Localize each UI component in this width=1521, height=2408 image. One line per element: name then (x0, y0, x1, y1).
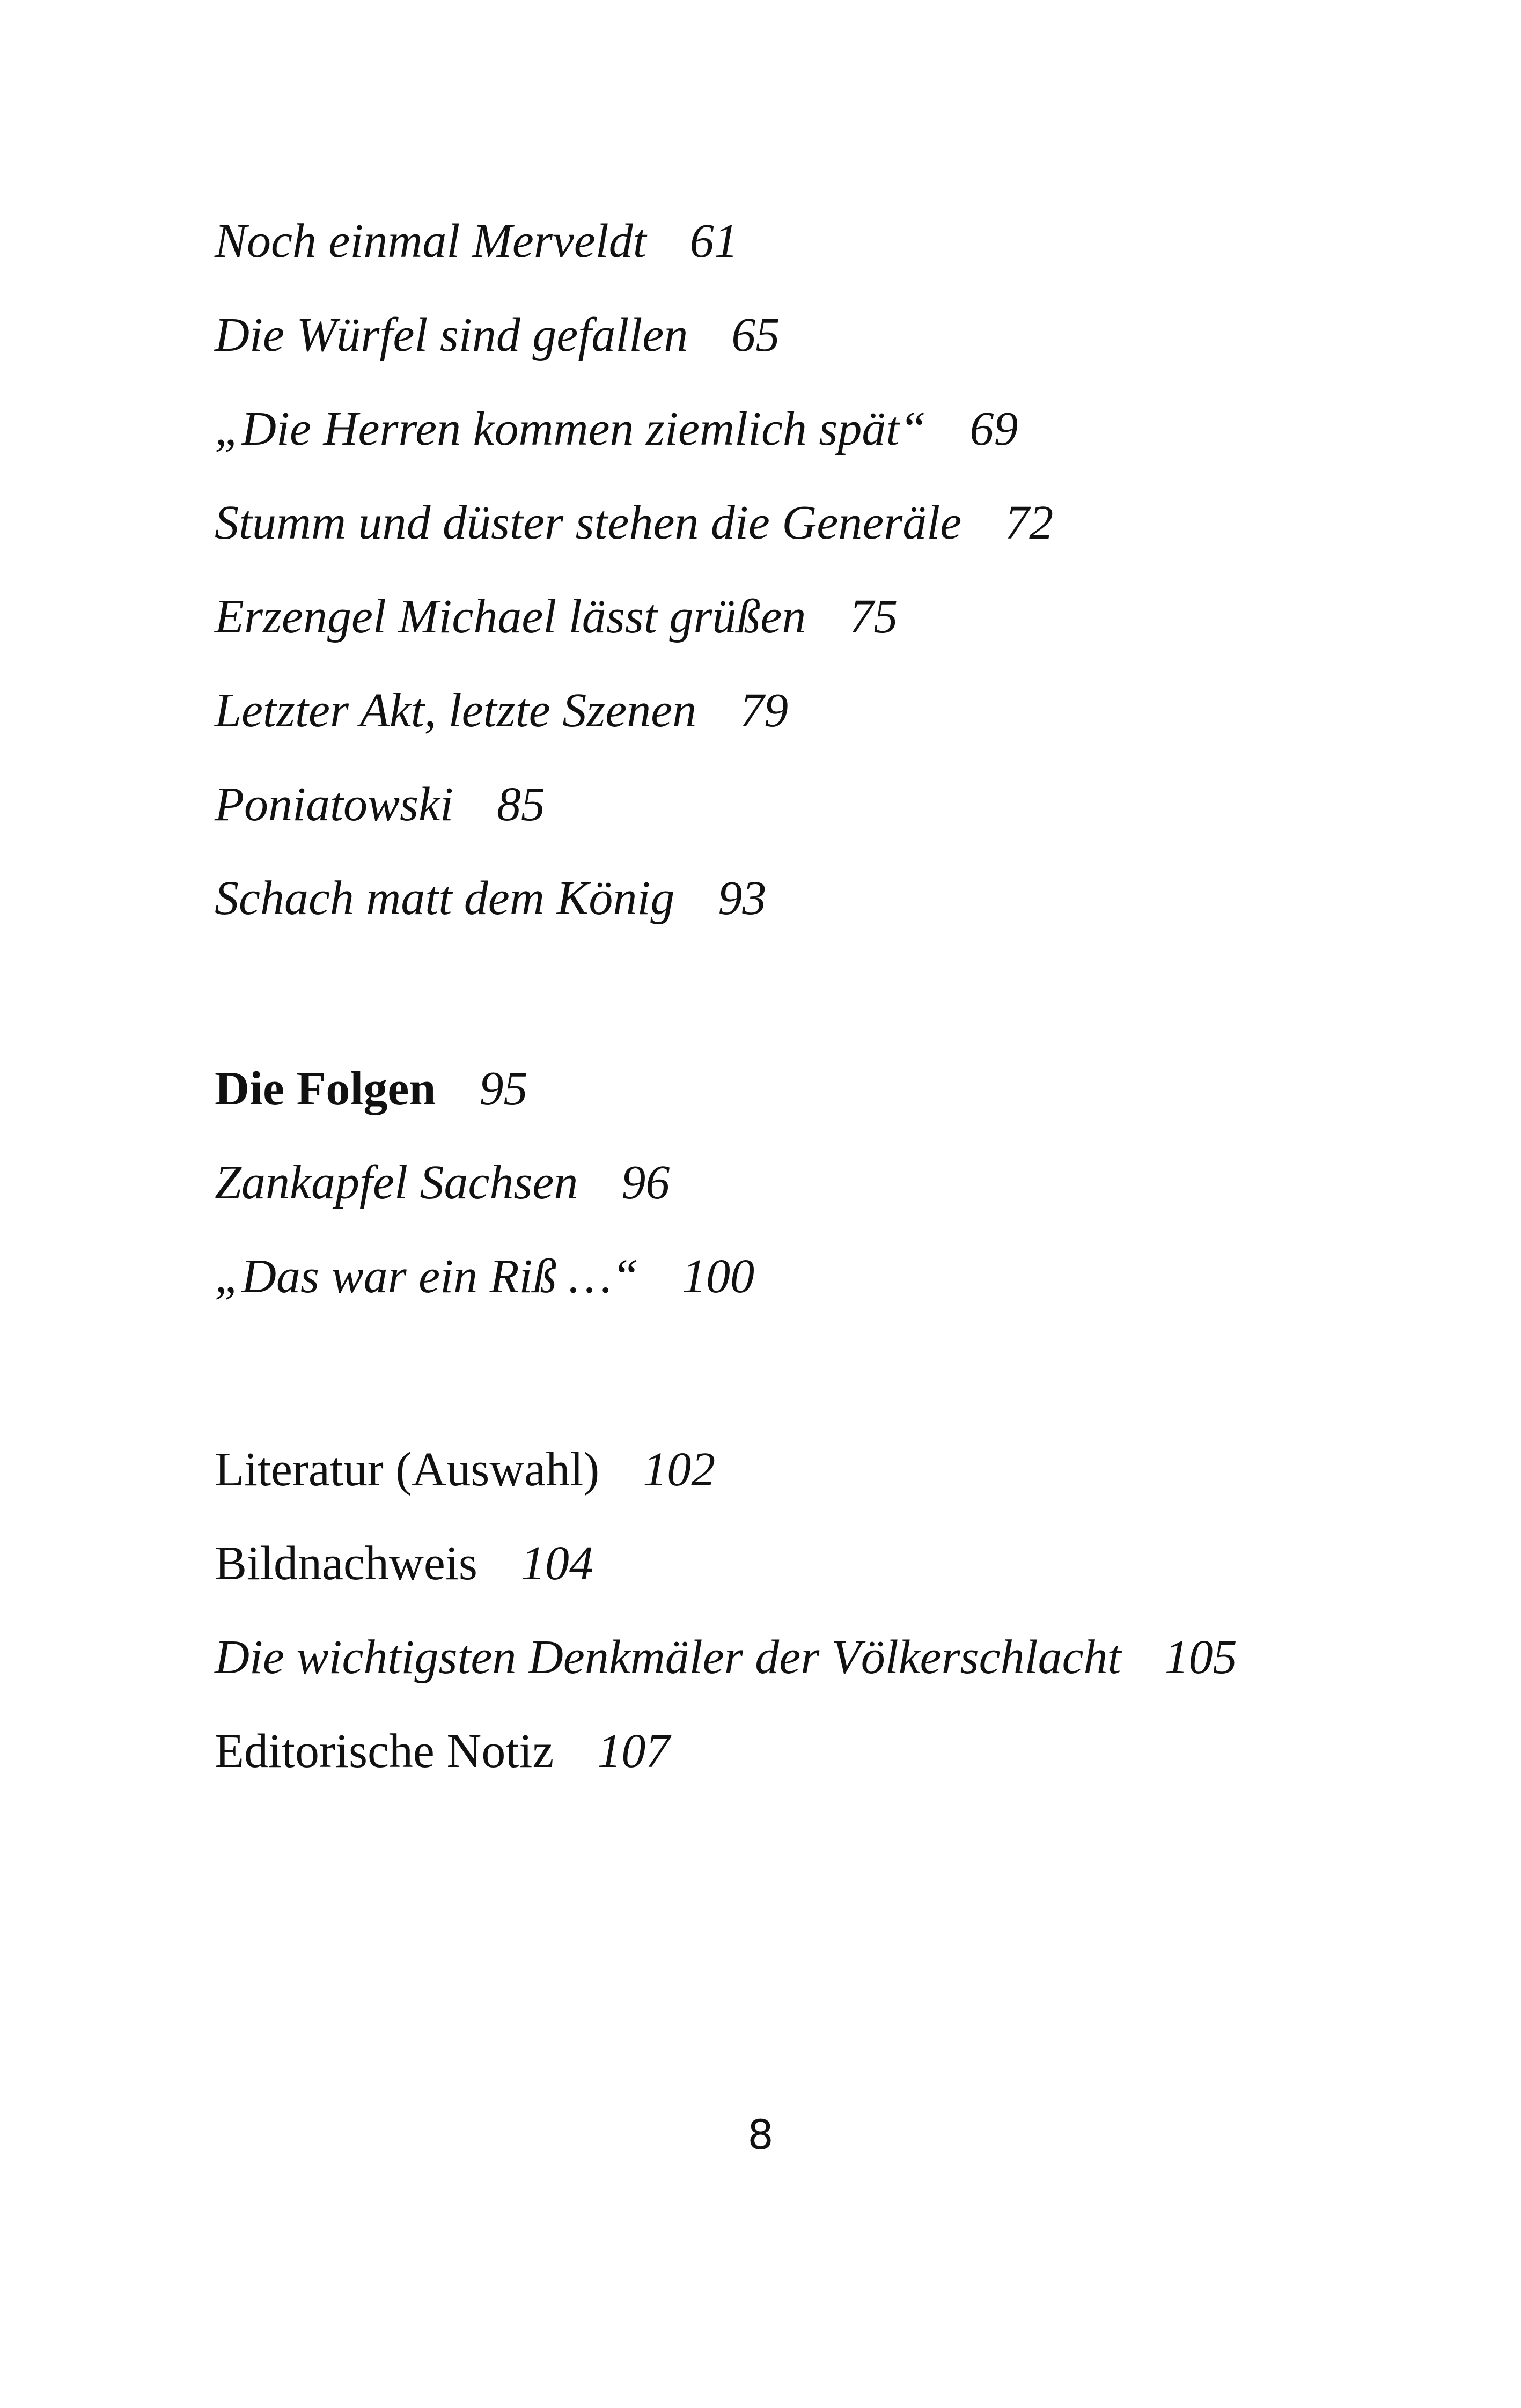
toc-entry (215, 587, 898, 646)
toc-entry-title: Editorische Notiz (215, 1725, 554, 1778)
toc-entry-title: „Die Herren kommen ziemlich spät“ (215, 402, 927, 455)
toc-entry-title: „Das war ein Riß …“ (215, 1250, 639, 1303)
toc-entry-page: 93 (718, 872, 767, 925)
table-of-contents (215, 0, 1341, 1824)
toc-entry (215, 1628, 1237, 1687)
toc-entry-page: 96 (621, 1156, 670, 1209)
toc-entry-title: Die Würfel sind gefallen (215, 308, 688, 362)
toc-entry (215, 681, 788, 740)
toc-entry-page: 65 (731, 308, 780, 362)
toc-entry-title: Letzter Akt, letzte Szenen (215, 684, 697, 737)
toc-entry (215, 869, 766, 928)
toc-entry-title: Stumm und düster stehen die Generäle (215, 496, 962, 549)
toc-section-heading (215, 1059, 527, 1118)
toc-entry (215, 1153, 670, 1212)
toc-entry-title: Noch einmal Merveldt (215, 215, 646, 268)
toc-entry-page: 102 (643, 1443, 716, 1496)
toc-entry (215, 775, 545, 834)
toc-entry-page: 75 (849, 590, 898, 643)
toc-entry-title: Erzengel Michael lässt grüßen (215, 590, 806, 643)
toc-entry-title: Zankapfel Sachsen (215, 1156, 578, 1209)
toc-entry (215, 212, 738, 271)
toc-entry (215, 1534, 593, 1593)
toc-entry (215, 400, 1018, 459)
toc-entry (215, 1440, 715, 1499)
toc-entry-page: 105 (1164, 1631, 1237, 1684)
toc-entry-page: 61 (689, 215, 738, 268)
toc-entry-page: 85 (497, 778, 545, 831)
toc-entry-page: 95 (479, 1062, 528, 1115)
toc-entry-page: 79 (740, 684, 789, 737)
toc-entry-title: Schach matt dem König (215, 872, 675, 925)
toc-entry-title: Poniatowski (215, 778, 453, 831)
page-number: 8 (747, 2111, 774, 2159)
toc-entry-title: Literatur (Auswahl) (215, 1443, 600, 1496)
toc-entry-page: 72 (1005, 496, 1054, 549)
toc-entry-title: Die wichtigsten Denkmäler der Völkerschlacht (215, 1631, 1121, 1684)
toc-section-title: Die Folgen (215, 1062, 436, 1115)
toc-entry (215, 1722, 670, 1781)
toc-entry (215, 494, 1053, 553)
toc-entry-page: 100 (682, 1250, 755, 1303)
toc-entry-page: 69 (969, 402, 1018, 455)
toc-entry-title: Bildnachweis (215, 1537, 477, 1590)
toc-entry-page: 107 (597, 1725, 670, 1778)
toc-entry (215, 306, 780, 365)
toc-entry-page: 104 (520, 1537, 593, 1590)
toc-entry (215, 1247, 754, 1306)
